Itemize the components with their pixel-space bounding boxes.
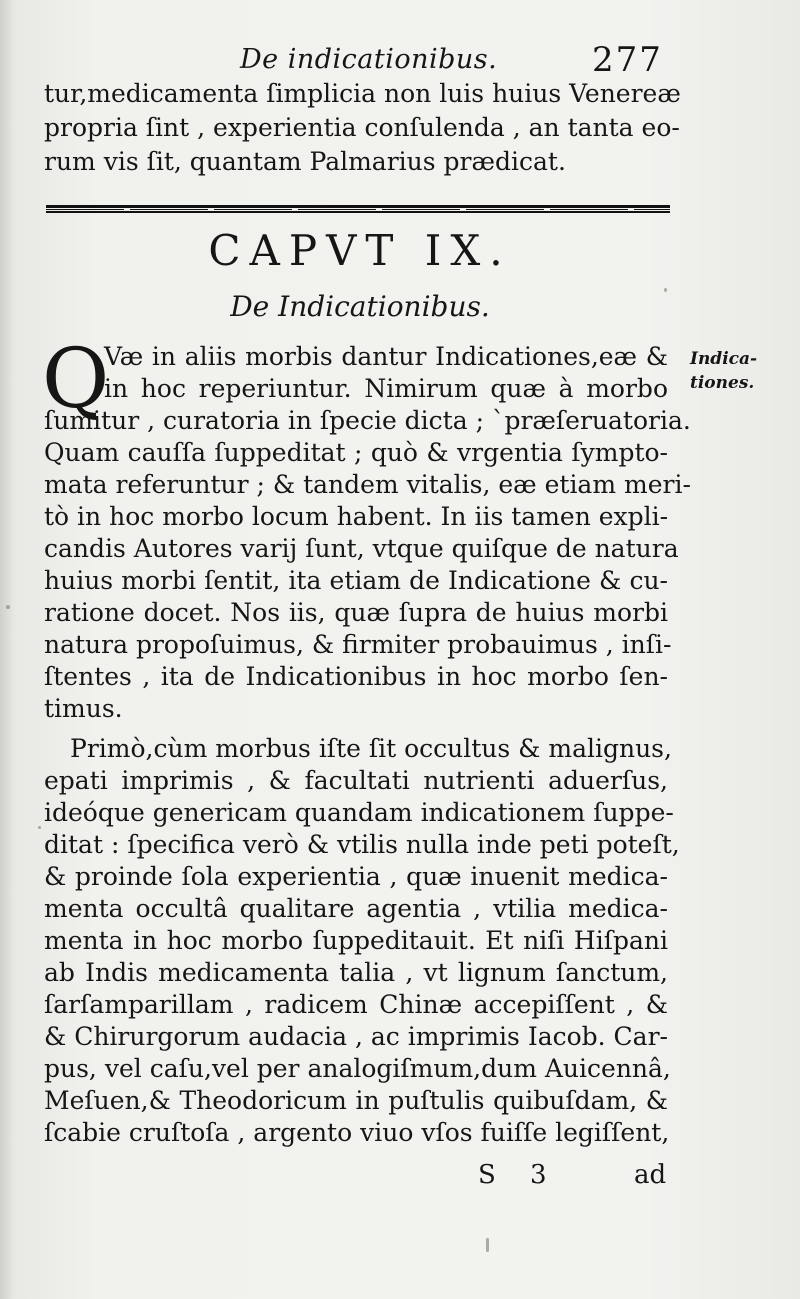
text-line: ab Indis medicamenta talia , vt lignum ſanctum, <box>44 958 668 987</box>
page-number: 277 <box>592 40 663 80</box>
text-line: propria ſint , experientia conſulenda , an tanta eo- <box>44 113 680 142</box>
margin-note-line: Indica- <box>690 349 758 369</box>
running-head-title: De indicationibus. <box>240 44 498 75</box>
text-line: huius morbi ſentit, ita etiam de Indicatione & cu- <box>44 566 668 595</box>
text-line: Væ in aliis morbis dantur Indicationes,eæ & <box>104 342 668 371</box>
catchword: ad <box>634 1160 667 1190</box>
paper-speck <box>664 288 667 292</box>
text-line: Primò,cùm morbus iſte ſit occultus & malignus, <box>70 734 672 763</box>
gutter-shadow <box>0 0 14 1299</box>
text-line: ſcabie cruſtoſa , argento viuo vſos fuiſſe legiſſent, <box>44 1118 670 1147</box>
text-line: menta occultâ qualitare agentia , vtilia medica- <box>44 894 668 923</box>
text-line: in hoc reperiuntur. Nimirum quæ à morbo <box>104 374 668 403</box>
text-line: tur,medicamenta ſimplicia non luis huius Venereæ <box>44 79 681 108</box>
signature-mark: S <box>478 1160 496 1190</box>
paper-speck <box>486 1238 489 1252</box>
text-line: ratione docet. Nos iis, quæ ſupra de huius morbi <box>44 598 668 627</box>
text-line: menta in hoc morbo ſuppeditauit. Et niſi Hiſpani <box>44 926 668 955</box>
text-line: rum vis ſit, quantam Palmarius prædicat. <box>44 147 566 176</box>
chapter-heading: CAPVT IX. <box>208 226 512 275</box>
chapter-subheading: De Indicationibus. <box>230 290 490 323</box>
text-line: Quam cauſſa ſuppeditat ; quò & vrgentia ſympto- <box>44 438 668 467</box>
text-line: pus, vel caſu,vel per analogiſmum,dum Auicennâ, <box>44 1054 671 1083</box>
text-line: ſumitur , curatoria in ſpecie dicta ; `præſeruatoria. <box>44 406 691 435</box>
text-line: & proinde ſola experientia , quæ inuenit medica- <box>44 862 668 891</box>
text-line: mata referuntur ; & tandem vitalis, eæ etiam meri- <box>44 470 691 499</box>
text-line: tò in hoc morbo locum habent. In iis tamen expli- <box>44 502 669 531</box>
text-line: candis Autores varij ſunt, vtque quiſque de natura <box>44 534 679 563</box>
signature-number: 3 <box>530 1160 547 1190</box>
paper-speck <box>6 605 10 609</box>
text-line: Meſuen,& Theodoricum in puſtulis quibuſdam, & <box>44 1086 668 1115</box>
running-head <box>0 40 800 80</box>
text-line: & Chirurgorum audacia , ac imprimis Iacob. Car- <box>44 1022 668 1051</box>
text-line: timus. <box>44 694 123 723</box>
paper-speck <box>38 826 41 829</box>
margin-note-line: tiones. <box>690 373 755 393</box>
text-line: natura propoſuimus, & firmiter probauimus , inſi- <box>44 630 672 659</box>
text-line: epati imprimis , & facultati nutrienti aduerſus, <box>44 766 668 795</box>
text-line: ſarſamparillam , radicem Chinæ accepiſſent , & <box>44 990 668 1019</box>
drop-cap: Q <box>42 332 110 427</box>
text-line: ideóque genericam quandam indicationem ſuppe- <box>44 798 674 827</box>
section-divider-rule <box>46 205 670 213</box>
text-line: ſtentes , ita de Indicationibus in hoc morbo ſen- <box>44 662 668 691</box>
text-line: ditat : ſpecifica verò & vtilis nulla inde peti poteſt, <box>44 830 680 859</box>
